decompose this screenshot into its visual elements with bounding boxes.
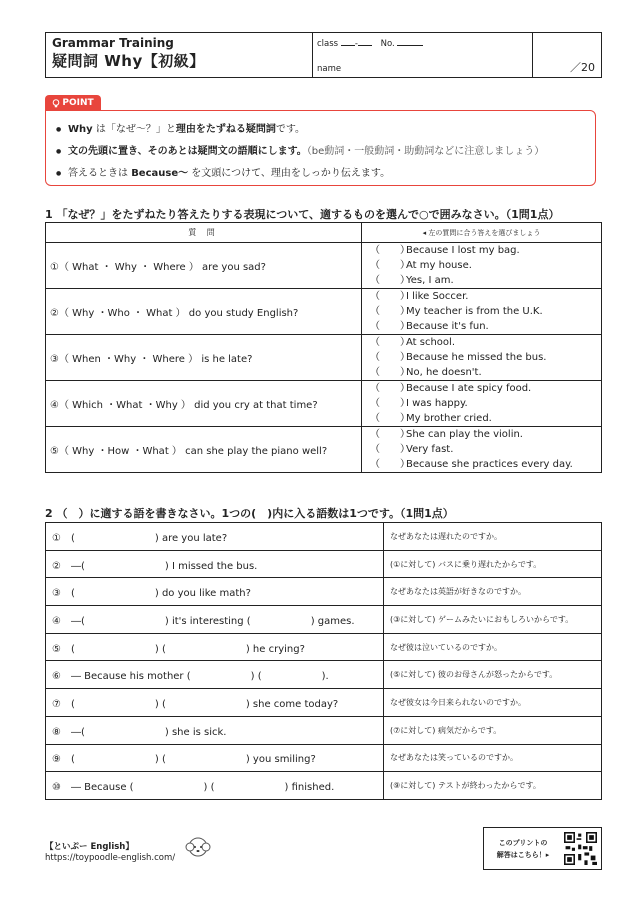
fill-in-sentence[interactable]: ③ ( ) do you like math? [46, 578, 384, 606]
fill-in-sentence[interactable]: ⑤ ( ) ( ) he crying? [46, 633, 384, 661]
name-label: name [317, 64, 342, 74]
table-row [46, 606, 602, 634]
point-item-2 [68, 141, 595, 163]
qr-code-icon[interactable] [564, 832, 597, 865]
answer-option[interactable]: （ ）Because it's fun. [370, 321, 489, 332]
answer-option[interactable]: （ ）Because she practices every day. [370, 459, 573, 470]
answer-option[interactable]: （ ）I like Soccer. [370, 291, 469, 302]
answer-choices-1 [362, 243, 602, 289]
question-2[interactable]: ②（ Why ・Who ・ What ） do you study English? [46, 289, 362, 335]
question-1[interactable]: ①（ What ・ Why ・ Where ） are you sad? [46, 243, 362, 289]
question-3[interactable]: ③（ When ・Why ・ Where ） is he late? [46, 335, 362, 381]
point-text: を文頭につけて、理由をしっかり伝えます。 [188, 168, 391, 179]
footer-brand: 【といぷー English】 [45, 842, 134, 852]
point-why: Why [68, 124, 93, 135]
answer-option[interactable]: （ ）Because I ate spicy food. [370, 383, 532, 394]
point-item-1 [68, 119, 595, 141]
table-row [46, 578, 602, 606]
answer-choices-4 [362, 381, 602, 427]
question-5[interactable]: ⑤（ Why ・How ・What ） can she play the piano well? [46, 427, 362, 473]
qr-caption-line1: このプリントの [498, 839, 548, 847]
lightbulb-icon [52, 99, 60, 108]
point-text: 答えるときは [68, 168, 132, 179]
translation: (③に対して) ゲームみたいにおもしろいからです。 [384, 606, 602, 634]
class-field[interactable] [317, 39, 423, 49]
class-label: class [317, 39, 339, 49]
translation: (⑤に対して) 彼のお母さんが怒ったからです。 [384, 661, 602, 689]
table-row [46, 427, 602, 473]
qr-caption [490, 837, 556, 861]
answer-option[interactable]: （ ）At my house. [370, 260, 472, 271]
point-note: （be動詞・一般動詞・助動詞などに注意しましょう） [306, 146, 545, 157]
answer-choices-3 [362, 335, 602, 381]
answer-option[interactable]: （ ）Yes, I am. [370, 275, 454, 286]
table-row [46, 689, 602, 717]
table-row [46, 243, 602, 289]
fill-in-sentence[interactable]: ④ ―( ) it's interesting ( ) games. [46, 606, 384, 634]
point-tag-label: POINT [62, 98, 94, 108]
fill-in-sentence[interactable]: ⑥ ― Because his mother ( ) ( ). [46, 661, 384, 689]
point-text: は「なぜ～？」と [92, 124, 176, 135]
answer-option[interactable]: （ ）Because he missed the bus. [370, 352, 547, 363]
point-because: Because～ [131, 168, 189, 179]
header-answer: ◂ 左の質問に合う答えを選びましょう [362, 223, 602, 243]
answer-option[interactable]: （ ）I was happy. [370, 398, 468, 409]
no-label: No. [380, 39, 395, 49]
fill-in-sentence[interactable]: ② ―( ) I missed the bus. [46, 550, 384, 578]
table-row [46, 289, 602, 335]
fill-in-sentence[interactable]: ⑦ ( ) ( ) she come today? [46, 689, 384, 717]
point-item-3 [68, 163, 595, 185]
name-field[interactable] [317, 64, 341, 74]
title-block [46, 33, 313, 77]
student-info [313, 33, 533, 77]
point-tag [45, 95, 101, 111]
answer-qr-box[interactable] [483, 827, 602, 870]
class-separator: - [354, 39, 358, 49]
worksheet-header [45, 32, 602, 78]
answer-choices-5 [362, 427, 602, 473]
translation: (⑦に対して) 病気だからです。 [384, 716, 602, 744]
point-bold: 文の先頭に置き、そのあとは疑問文の語順にします。 [68, 146, 307, 157]
score-box [533, 33, 601, 77]
section1-table [45, 222, 602, 473]
table-row [46, 661, 602, 689]
header-question: 質 問 [46, 223, 362, 243]
table-row [46, 716, 602, 744]
answer-option[interactable]: （ ）Very fast. [370, 444, 454, 455]
fill-in-sentence[interactable]: ⑨ ( ) ( ) you smiling? [46, 744, 384, 772]
answer-option[interactable]: （ ）No, he doesn't. [370, 367, 482, 378]
answer-option[interactable]: （ ）My teacher is from the U.K. [370, 306, 543, 317]
point-box [45, 110, 596, 186]
translation: (①に対して) バスに乗り遅れたからです。 [384, 550, 602, 578]
question-4[interactable]: ④（ Which ・What ・Why ） did you cry at that time? [46, 381, 362, 427]
answer-option[interactable]: （ ）At school. [370, 337, 456, 348]
title-ja: 疑問詞 Why【初級】 [52, 52, 205, 70]
translation: なぜ彼は泣いているのですか。 [384, 633, 602, 661]
answer-option[interactable]: （ ）My brother cried. [370, 413, 492, 424]
section2-table [45, 522, 602, 800]
table-row [46, 523, 602, 551]
table-row [46, 744, 602, 772]
score-total: ／20 [570, 61, 595, 74]
qr-caption-line2: 解答はこちら！▸ [496, 851, 550, 859]
fill-in-sentence[interactable]: ⑧ ―( ) she is sick. [46, 716, 384, 744]
section1-title: 1 「なぜ？」をたずねたり答えたりする表現について、適するものを選んで○で囲みなさい。（1問1点） [45, 208, 560, 221]
translation: なぜあなたは英語が好きなのですか。 [384, 578, 602, 606]
fill-in-sentence[interactable]: ① ( ) are you late? [46, 523, 384, 551]
translation: なぜあなたは遅れたのですか。 [384, 523, 602, 551]
toy-poodle-icon [183, 833, 213, 863]
fill-in-sentence[interactable]: ⑩ ― Because ( ) ( ) finished. [46, 772, 384, 800]
table-row [46, 550, 602, 578]
section2-title: 2 （ ）に適する語を書きなさい。1つの( )内に入る語数は1つです。（1問1点） [45, 507, 454, 520]
table-row [46, 772, 602, 800]
title-en: Grammar Training [52, 36, 174, 50]
footer-url[interactable]: https://toypoodle-english.com/ [45, 853, 176, 863]
translation: なぜ彼女は今日来られないのですか。 [384, 689, 602, 717]
point-text: です。 [275, 124, 306, 135]
answer-option[interactable]: （ ）Because I lost my bag. [370, 245, 520, 256]
table-row [46, 633, 602, 661]
table-row [46, 335, 602, 381]
translation: なぜあなたは笑っているのですか。 [384, 744, 602, 772]
translation: (⑨に対して) テストが終わったからです。 [384, 772, 602, 800]
table-row [46, 381, 602, 427]
point-bold: 理由をたずねる疑問詞 [175, 124, 276, 135]
answer-choices-2 [362, 289, 602, 335]
answer-option[interactable]: （ ）She can play the violin. [370, 429, 523, 440]
